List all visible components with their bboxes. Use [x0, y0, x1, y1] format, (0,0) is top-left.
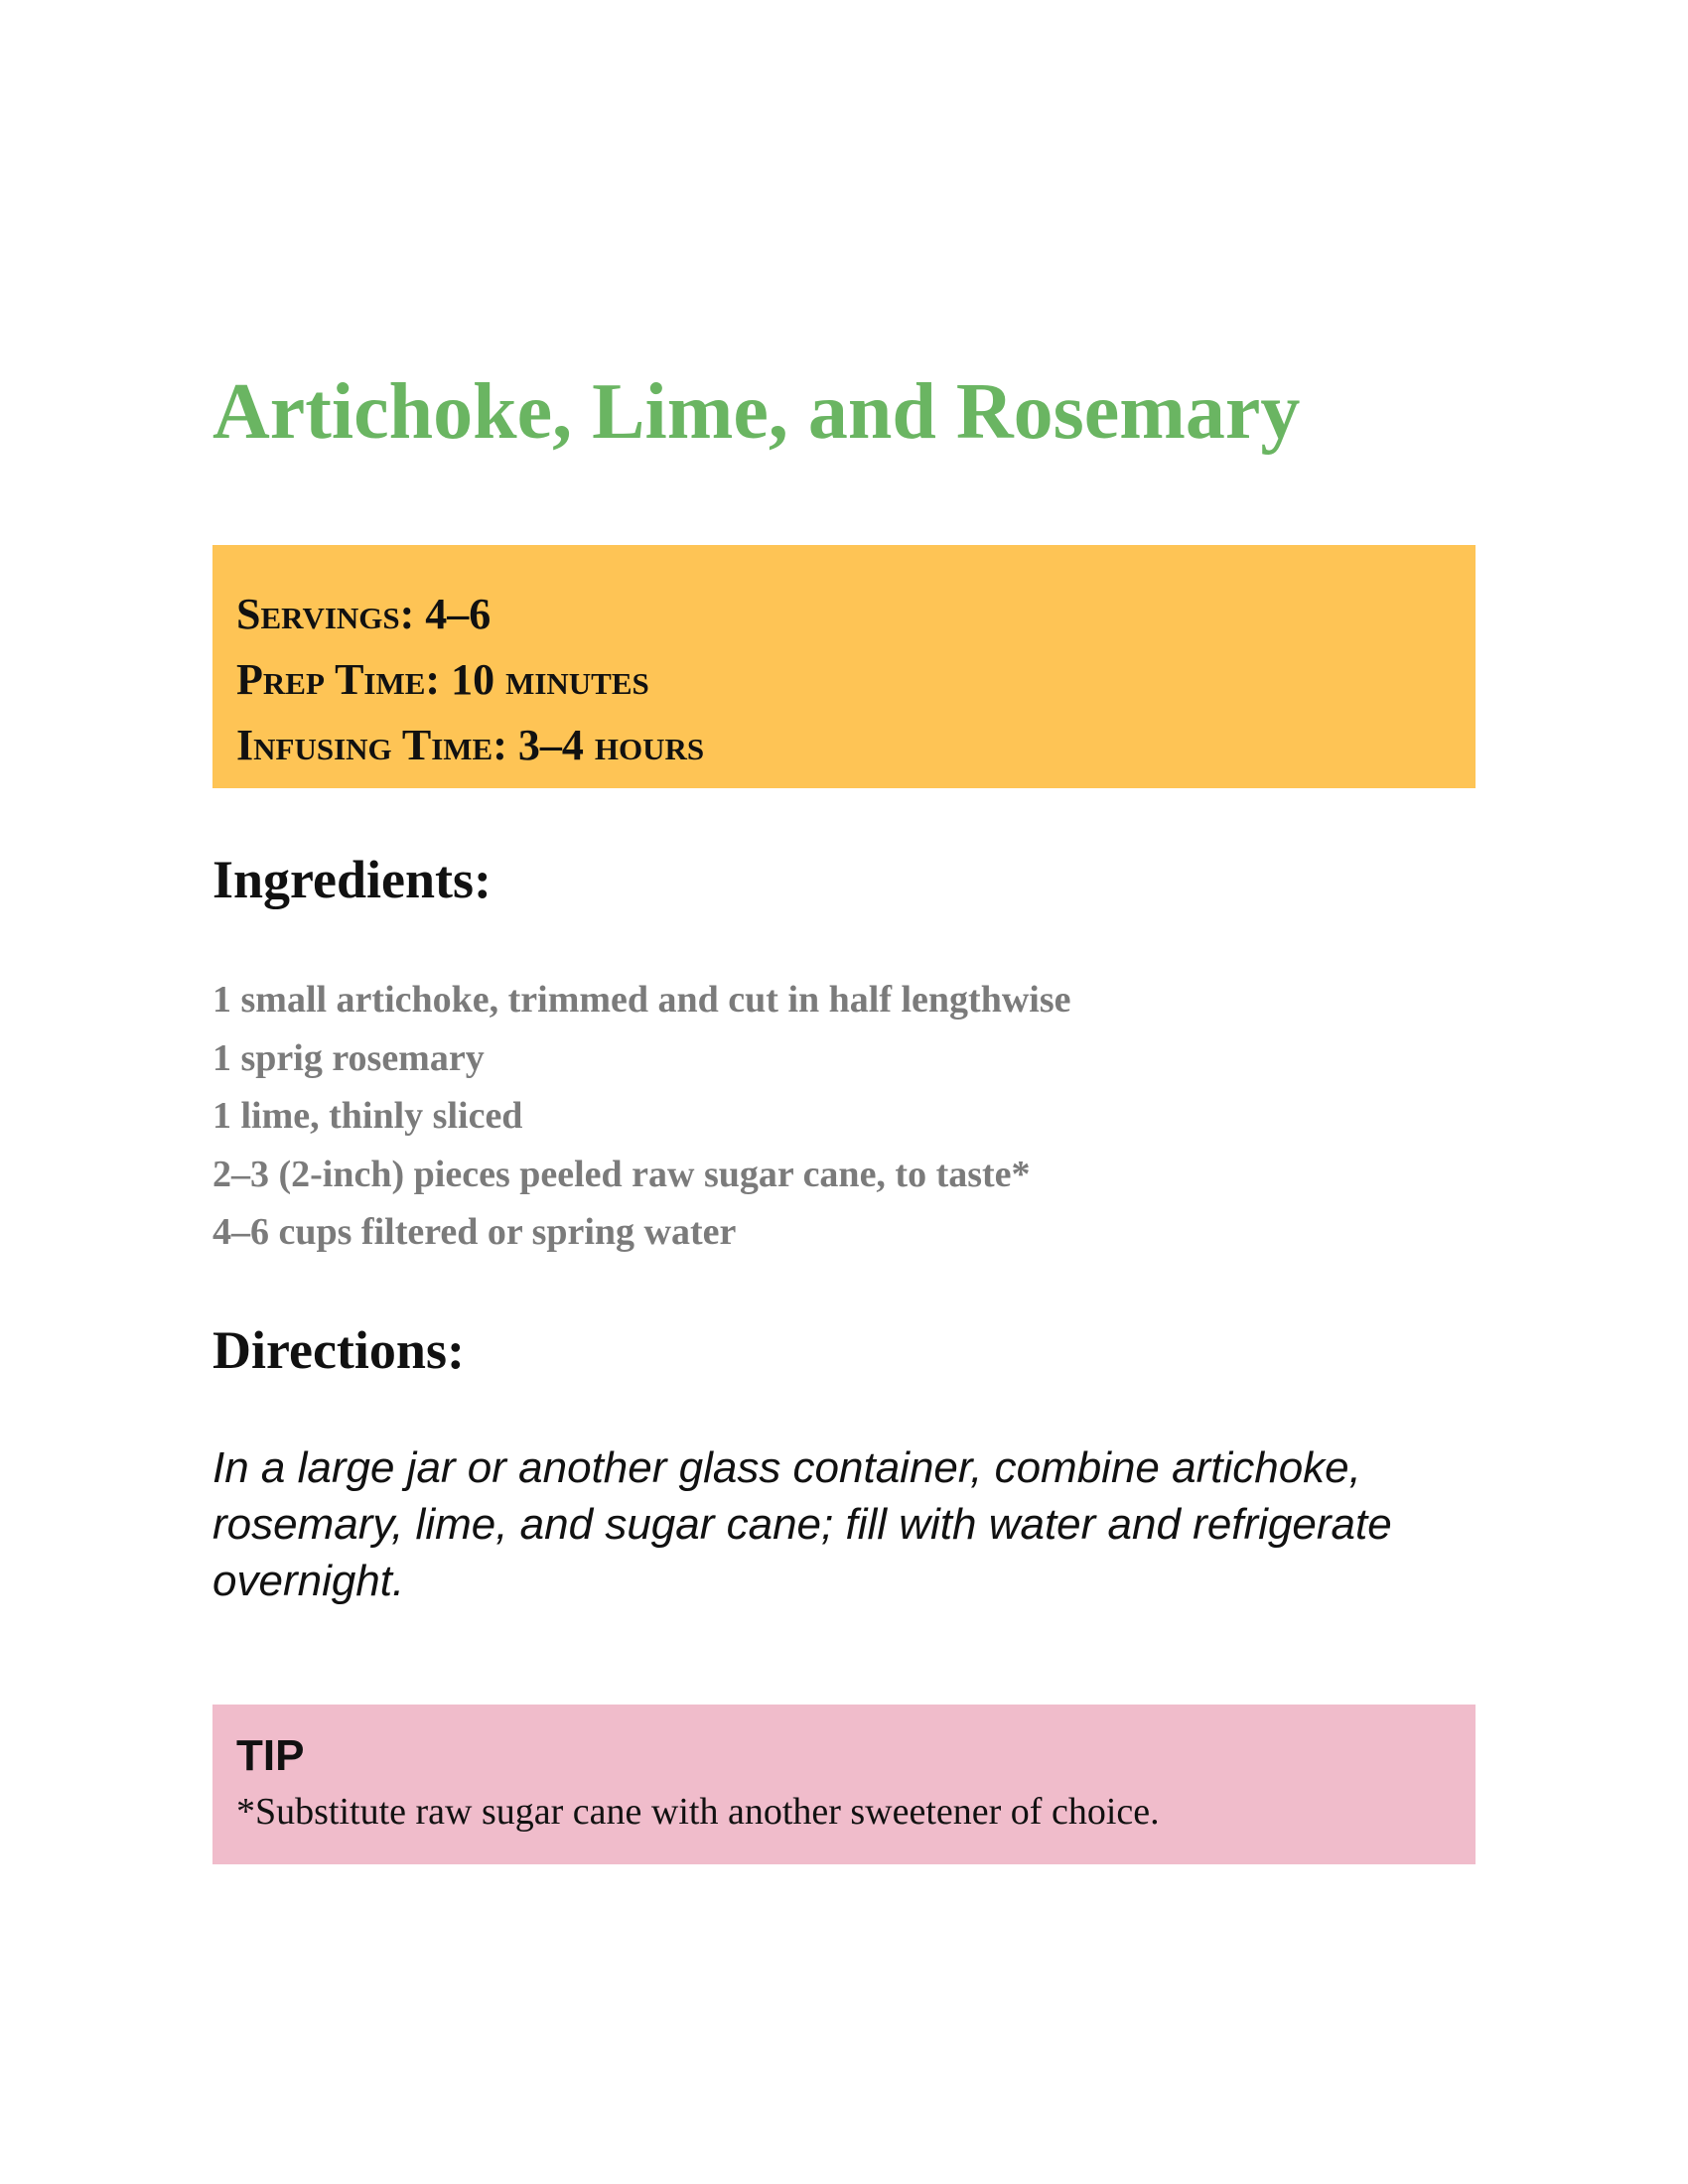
recipe-title: Artichoke, Lime, and Rosemary — [212, 368, 1301, 456]
prep-time-info: Prep Time: 10 minutes — [236, 655, 649, 704]
ingredient-item: 1 small artichoke, trimmed and cut in half lengthwise — [212, 979, 1071, 1021]
ingredient-item: 1 sprig rosemary — [212, 1036, 485, 1079]
tip-box — [212, 1705, 1476, 1864]
recipe-info-box — [212, 545, 1476, 788]
ingredient-item: 2–3 (2-inch) pieces peeled raw sugar cane, to taste* — [212, 1153, 1031, 1195]
directions-heading: Directions: — [212, 1320, 465, 1380]
tip-heading: TIP — [236, 1731, 305, 1780]
ingredient-item: 1 lime, thinly sliced — [212, 1095, 523, 1137]
tip-text: *Substitute raw sugar cane with another sweetener of choice. — [236, 1791, 1160, 1833]
infusing-time-info: Infusing Time: 3–4 hours — [236, 721, 705, 769]
ingredient-item: 4–6 cups filtered or spring water — [212, 1211, 737, 1253]
directions-text: In a large jar or another glass container, combine artichoke, rosemary, lime, and sugar cane; fill with water and refrigerate overnight. — [212, 1443, 1392, 1605]
servings-info: Servings: 4–6 — [236, 590, 492, 638]
ingredients-list — [212, 971, 1070, 1262]
ingredients-heading: Ingredients: — [212, 850, 492, 909]
